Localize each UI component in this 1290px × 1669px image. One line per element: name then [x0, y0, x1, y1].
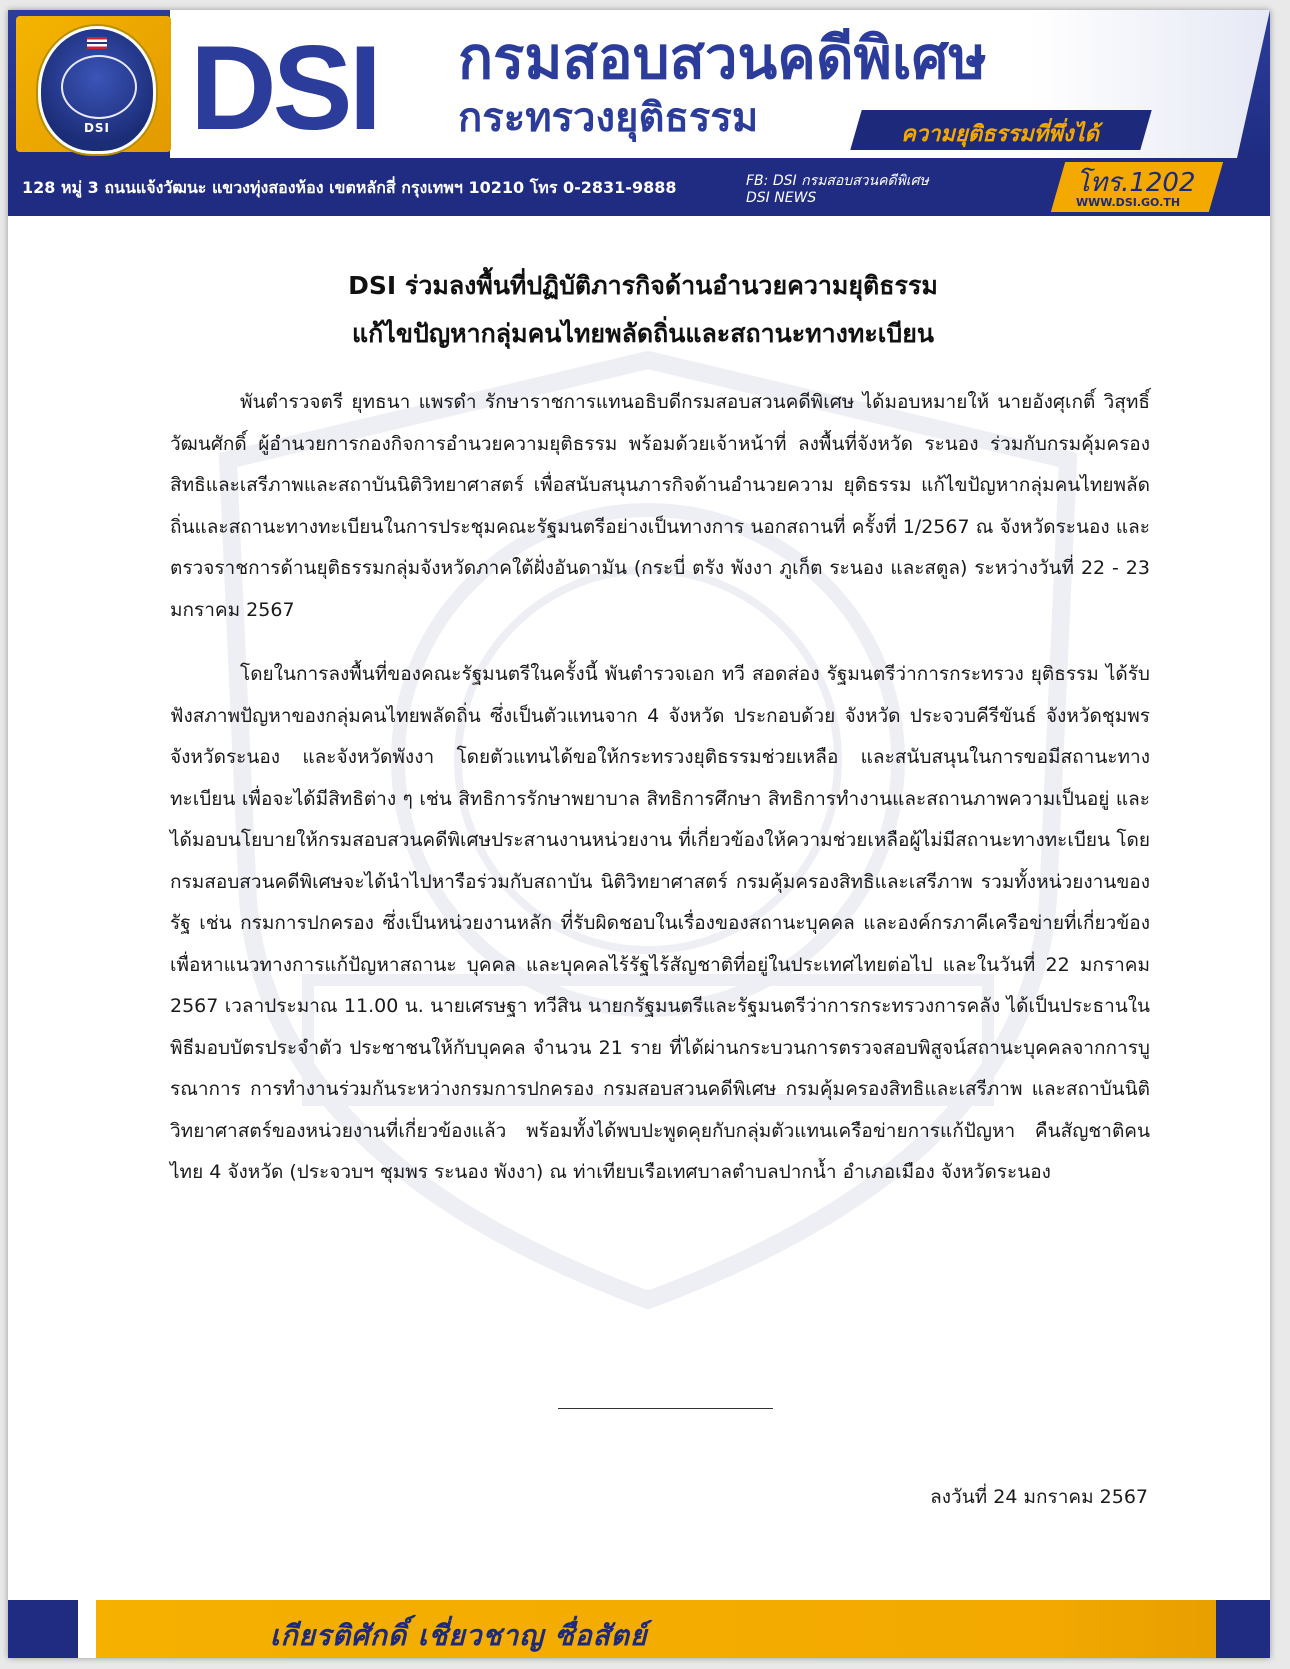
- logo-badge: [16, 16, 171, 152]
- document-page: [8, 10, 1270, 1658]
- dsi-seal-icon: [38, 26, 156, 154]
- thai-flag-icon: [87, 37, 107, 49]
- document-title-line-2: แก้ไขปัญหากลุ่มคนไทยพลัดถิ่นและสถานะทางทะเบียน: [352, 319, 934, 348]
- date-signed: ลงวันที่ 24 มกราคม 2567: [930, 1486, 1148, 1508]
- slogan: ความยุติธรรมที่พึ่งได้: [901, 122, 1099, 147]
- paragraph-2: โดยในการลงพื้นที่ของคณะรัฐมนตรีในครั้งนี้ พันตำรวจเอก ทวี สอดส่อง รัฐมนตรีว่าการกระทรวง ยุติธรรม ได้รับฟังสภาพปัญหาของกลุ่มคนไทยพลัดถิ่น ซึ่งเป็นตัวแทนจาก 4 จังหวัด ประกอบด้วย จังหวัด ประจวบคีรีขันธ์ จังหวัดชุมพร จังหวัดระนอง และจังหวัดพังงา โดยตัวแทนได้ขอให้กระทรวงยุติธรรมช่วยเหลือ และสนับสนุนในการขอมีสถานะทางทะเบียน เพื่อจะได้มีสิทธิต่าง ๆ เช่น สิทธิการรักษาพยาบาล สิทธิการศึกษา สิทธิการทำงานและสถานภาพความเป็นอยู่ และได้มอบนโยบายให้กรมสอบสวนคดีพิเศษประสานงานหน่วยงาน ที่เกี่ยวข้องให้ความช่วยเหลือผู้ไม่มีสถานะทางทะเบียน โดยกรมสอบสวนคดีพิเศษจะได้นำไปหารือร่วมกับสถาบัน นิติวิทยาศาสตร์ กรมคุ้มครองสิทธิและเสรีภาพ รวมทั้งหน่วยงานของรัฐ เช่น กรมการปกครอง ซึ่งเป็นหน่วยงานหลัก ที่รับผิดชอบในเรื่องของสถานะบุคคล และองค์กรภาคีเครือข่ายที่เกี่ยวข้อง เพื่อหาแนวทางการแก้ปัญหาสถานะ บุคคล และบุคคลไร้รัฐไร้สัญชาติที่อยู่ในประเทศไทยต่อไป และในวันที่ 22 มกราคม 2567 เวลาประมาณ 11.00 น. นายเศรษฐา ทวีสิน นายกรัฐมนตรีและรัฐมนตรีว่าการกระทรวงการคลัง ได้เป็นประธานในพิธีมอบบัตรประจำตัว ประชาชนให้กับบุคคล จำนวน 21 ราย ที่ได้ผ่านกระบวนการตรวจสอบพิสูจน์สถานะบุคคลจากการบูรณาการ การทำงานร่วมกันระหว่างกรมการปกครอง กรมสอบสวนคดีพิเศษ กรมคุ้มครองสิทธิและเสรีภาพ และสถาบันนิติ วิทยาศาสตร์ของหน่วยงานที่เกี่ยวข้องแล้ว พร้อมทั้งได้พบปะพูดคุยกับกลุ่มตัวแทนเครือข่ายการแก้ปัญหา คืนสัญชาติคนไทย 4 จังหวัด (ประจวบฯ ชุมพร ระนอง พังงา) ณ ท่าเทียบเรือเทศบาลตำบลปากน้ำ อำเภอเมือง จังหวัดระนอง: [170, 663, 1150, 1183]
- dsi-wordmark: DSI: [190, 21, 379, 155]
- footer-motto: เกียรติศักดิ์ เชี่ยวชาญ ซื่อสัตย์: [270, 1619, 648, 1652]
- ministry-name: กระทรวงยุติธรรม: [458, 95, 759, 141]
- header-banner: [8, 10, 1270, 218]
- separator-line: [558, 1408, 773, 1409]
- website-text: WWW.DSI.GO.TH: [1076, 196, 1181, 209]
- paragraph-1: พันตำรวจตรี ยุทธนา แพรดำ รักษาราชการแทนอธิบดีกรมสอบสวนคดีพิเศษ ได้มอบหมายให้ นายอังศุเกติ์ วิสุทธิ์วัฒนศักดิ์ ผู้อำนวยการกองกิจการอำนวยความยุติธรรม พร้อมด้วยเจ้าหน้าที่ ลงพื้นที่จังหวัด ระนอง ร่วมกับกรมคุ้มครองสิทธิและเสรีภาพและสถาบันนิติวิทยาศาสตร์ เพื่อสนับสนุนภารกิจด้านอำนวยความ ยุติธรรม แก้ไขปัญหากลุ่มคนไทยพลัดถิ่นและสถานะทางทะเบียนในการประชุมคณะรัฐมนตรีอย่างเป็นทางการ นอกสถานที่ ครั้งที่ 1/2567 ณ จังหวัดระนอง และตรวจราชการด้านยุติธรรมกลุ่มจังหวัดภาคใต้ฝั่งอันดามัน (กระบี่ ตรัง พังงา ภูเก็ต ระนอง และสตูล) ระหว่างวันที่ 22 - 23 มกราคม 2567: [170, 391, 1150, 621]
- hotline-number: โทร.1202: [1076, 168, 1196, 198]
- footer-accent-right: [1216, 1600, 1270, 1658]
- document-title-line-1: DSI ร่วมลงพื้นที่ปฏิบัติภารกิจด้านอำนวยความยุติธรรม: [348, 271, 938, 300]
- seal-label: DSI: [83, 121, 111, 135]
- seal-ring: [61, 55, 137, 119]
- department-name: กรมสอบสวนคดีพิเศษ: [458, 24, 987, 92]
- footer-accent-left: [8, 1600, 78, 1658]
- address-text: 128 หมู่ 3 ถนนแจ้งวัฒนะ แขวงทุ่งสองห้อง เขตหลักสี่ กรุงเทพฯ 10210 โทร 0-2831-9888: [22, 178, 677, 197]
- facebook-label: FB: DSI กรมสอบสวนคดีพิเศษ: [746, 173, 929, 189]
- facebook-news-label: DSI NEWS: [746, 190, 817, 206]
